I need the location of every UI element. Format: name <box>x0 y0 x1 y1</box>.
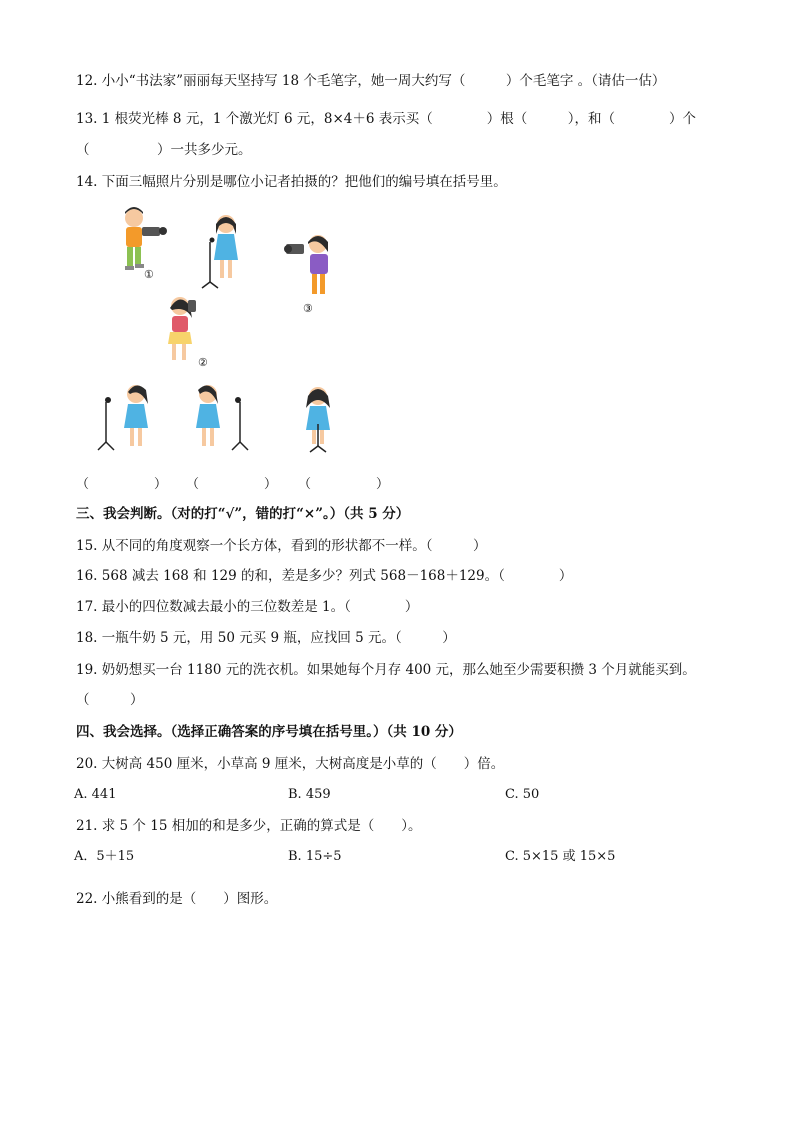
question-13-line2: （ ）一共多少元。 <box>76 142 252 158</box>
q21-option-a[interactable]: A．5＋15 <box>74 849 135 864</box>
question-12: 12. 小小“书法家”丽丽每天坚持写 18 个毛笔字，她一周大约写（ ）个毛笔字 。（请估一估） <box>76 73 666 89</box>
question-15: 15. 从不同的角度观察一个长方体，看到的形状都不一样。（ ） <box>76 538 487 554</box>
photo-b <box>188 380 254 452</box>
q21-option-c[interactable]: C. 5×15 或 15×5 <box>505 849 616 864</box>
question-13-line1: 13. 1 根荧光棒 8 元，1 个激光灯 6 元，8×4＋6 表示买（ ）根（ ），和（ ）个 <box>76 111 696 127</box>
singer-front-figure <box>198 212 248 290</box>
q20-option-c[interactable]: C. 50 <box>505 787 540 802</box>
photographer-2-number: ② <box>198 356 208 369</box>
q21-option-b[interactable]: B. 15÷5 <box>288 849 342 864</box>
section-3-heading: 三、我会判断。（对的打“√”，错的打“×”。）（共 5 分） <box>76 506 410 522</box>
photo-c-answer[interactable]: （ ） <box>298 477 390 492</box>
q20-option-a[interactable]: A. 441 <box>74 787 117 802</box>
question-14: 14. 下面三幅照片分别是哪位小记者拍摄的？把他们的编号填在括号里。 <box>76 174 507 190</box>
question-22: 22. 小熊看到的是（ ）图形。 <box>76 891 278 907</box>
photographer-3-figure <box>284 232 336 302</box>
question-19-line1: 19. 奶奶想买一台 1180 元的洗衣机。如果她每个月存 400 元，那么她至少需要积攒 3 个月就能买到。 <box>76 662 696 678</box>
photo-a <box>94 380 156 452</box>
q20-option-b[interactable]: B. 459 <box>288 787 331 802</box>
question-19-line2: （ ） <box>76 692 144 708</box>
question-17: 17. 最小的四位数减去最小的三位数差是 1。（ ） <box>76 599 419 615</box>
photo-a-answer[interactable]: （ ） <box>76 477 168 492</box>
question-16: 16. 568 减去 168 和 129 的和，差是多少？列式 568－168＋129。（ ） <box>76 568 573 584</box>
question-20: 20. 大树高 450 厘米，小草高 9 厘米，大树高度是小草的（ ）倍。 <box>76 756 505 772</box>
question-18: 18. 一瓶牛奶 5 元，用 50 元买 9 瓶，应找回 5 元。（ ） <box>76 630 456 646</box>
photo-b-answer[interactable]: （ ） <box>186 477 278 492</box>
question-21: 21. 求 5 个 15 相加的和是多少，正确的算式是（ ）。 <box>76 818 422 834</box>
photo-c <box>298 384 338 454</box>
section-4-heading: 四、我会选择。（选择正确答案的序号填在括号里。）（共 10 分） <box>76 724 462 740</box>
photographer-1-figure <box>112 202 172 282</box>
photographer-3-number: ③ <box>303 302 313 315</box>
photographer-1-number: ① <box>144 268 154 281</box>
